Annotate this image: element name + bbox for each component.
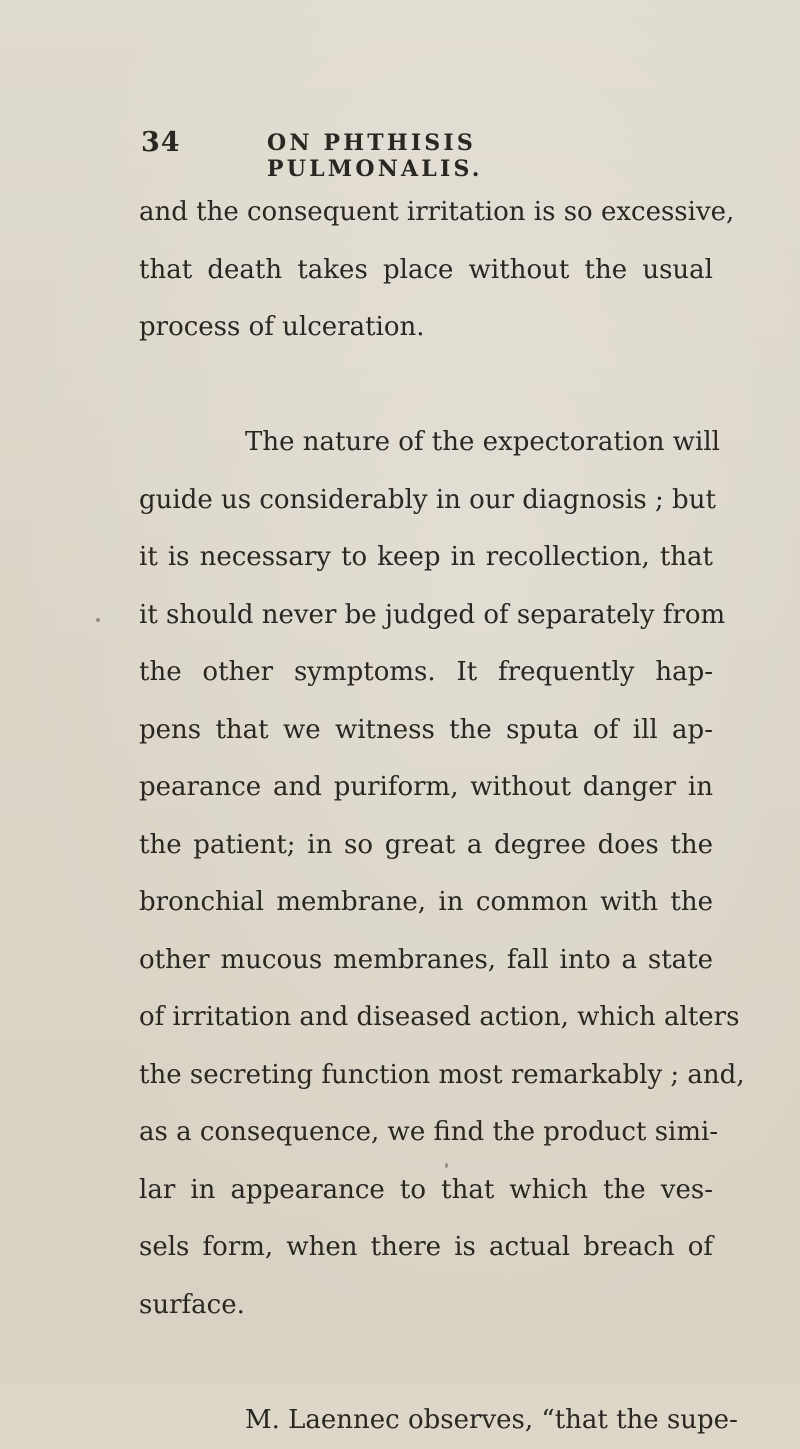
text-line: it is necessary to keep in recollection, that [139, 529, 713, 587]
text-line: The nature of the expectoration will [139, 414, 713, 472]
body-text [139, 184, 713, 1449]
text-line: the patient; in so great a degree does the [139, 817, 713, 875]
text-line: process of ulceration. [139, 299, 713, 357]
text-line: surface. [139, 1277, 713, 1335]
paragraph-gap [139, 357, 713, 415]
running-title: ON PHTHISIS PULMONALIS. [267, 130, 701, 182]
text-line: sels form, when there is actual breach of [139, 1219, 713, 1277]
paper-speck [445, 1163, 448, 1168]
text-line: pearance and puriform, without danger in [139, 759, 713, 817]
paragraph [139, 414, 713, 1334]
page-number: 34 [141, 127, 181, 158]
paragraph [139, 1392, 713, 1449]
text-line: other mucous membranes, fall into a state [139, 932, 713, 990]
text-line: and the consequent irritation is so excessive, [139, 184, 713, 242]
paragraph [139, 184, 713, 357]
text-line: pens that we witness the sputa of ill ap- [139, 702, 713, 760]
paragraph-gap [139, 1334, 713, 1392]
text-line: of irritation and diseased action, which alters [139, 989, 713, 1047]
paper-speck [96, 618, 100, 622]
text-line: as a consequence, we find the product simi- [139, 1104, 713, 1162]
text-line: lar in appearance to that which the ves- [139, 1162, 713, 1220]
running-head [141, 127, 701, 167]
text-line: the secreting function most remarkably ; and, [139, 1047, 713, 1105]
text-line: guide us considerably in our diagnosis ; but [139, 472, 713, 530]
text-line: M. Laennec observes, “that the supe- [139, 1392, 713, 1449]
text-line: it should never be judged of separately from [139, 587, 713, 645]
text-line: bronchial membrane, in common with the [139, 874, 713, 932]
text-line: that death takes place without the usual [139, 242, 713, 300]
text-line: the other symptoms. It frequently hap- [139, 644, 713, 702]
